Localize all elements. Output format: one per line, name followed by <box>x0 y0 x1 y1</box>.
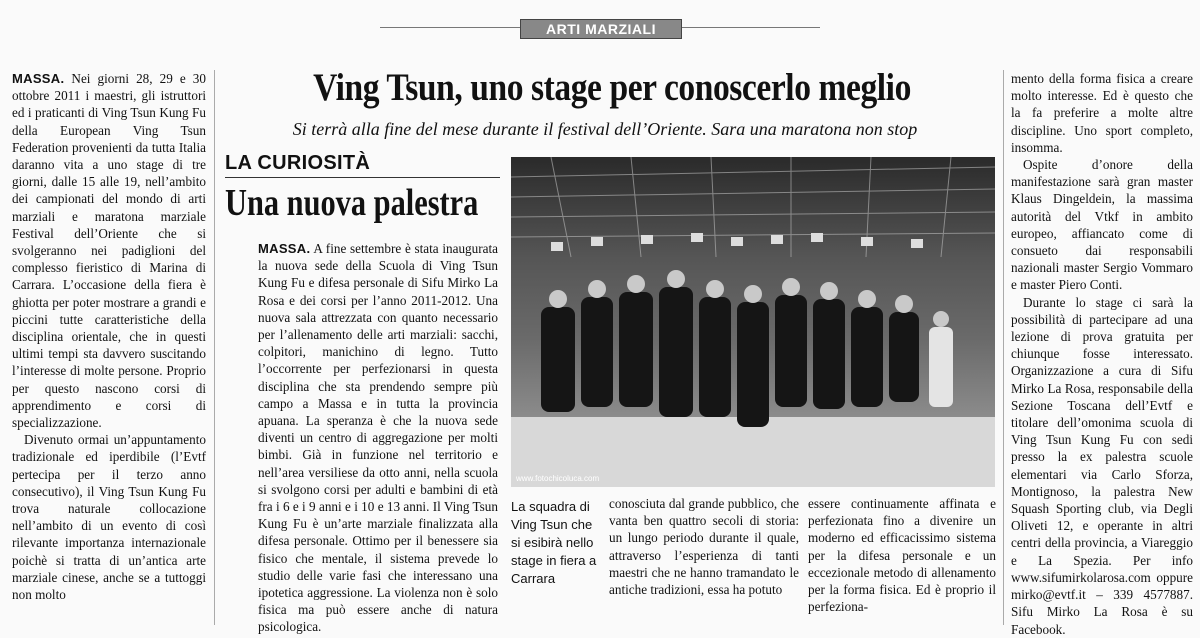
column-divider <box>214 70 215 625</box>
team-photo <box>511 157 995 487</box>
team-photo-illustration <box>511 157 995 487</box>
paragraph-text: Nei giorni 28, 29 e 30 ottobre 2011 i maestri, gli istruttori ed i praticanti di Ving Tsun Kung Fu della European Ving Tsun Federation provenienti da tutta Italia daranno vita a uno stage di tre giorni, dalle 15 alle 19, nell’ambito dei campionati del mondo di arti marziali e maratona marziale Festival dell’Oriente che si svolgeranno nei padiglioni del complesso fieristico di Marina di Carrara. L’occasione della fiera è ghiotta per poter mostrare a grandi e piccini tutte caratteristiche della disciplina orientale, che in questi ultimi tempi sta davvero suscitando l’interesse di molte persone. Proprio per questo nascono corsi di apprendimento e corsi di specializzazione. <box>12 71 206 431</box>
box-kicker: LA CURIOSITÀ <box>225 152 371 174</box>
subheadline: Si terrà alla fine del mese durante il festival dell’Oriente. Sara una maratona non stop <box>292 119 918 139</box>
kicker-rule <box>225 177 500 178</box>
photo-credit: www.fotochicoluca.com <box>516 474 600 483</box>
paragraph-text: A fine settembre è stata inaugurata la nuova sede della Scuola di Ving Tsun Kung Fu e difesa personale di Sifu Mirko La Rosa e dei corsi per l’anno 2011-2012. Una nuova sala attrezzata con quanto necessario per l’allenamento delle arti marziali: sacchi, colpitori, manichino di legno. Tutto l’occorrente per perfezionarsi in questa disciplina che sta prendendo sempre più campo a Massa e in tutta la provincia apuana. La speranza è che la nuova sede diventi un centro di aggregazione per molti bimbi. Già in funzione nel territorio e nell’area versiliese da otto anni, nella scuola si svolgono corsi per adulti e bambini di età fra i 6 e i 9 anni e i 10 e 13 anni. Il Ving Tsun Kung Fu è un’arte marziale finalizzata alla difesa personale. Ottimo per il benessere sia fisico che mentale, il sistema prevede lo studio delle varie fasi che interessano una ipotetica aggressione. La violenza non è solo fisica ma può essere anche di natura psicologica. <box>258 241 498 635</box>
paragraph: essere continuamente affinata e perfezionata fino a divenire un moderno ed efficacissimo sistema per la difesa personale e un eccezionale metodo di allenamento per la forma fisica. Ed è proprio il perfeziona- <box>808 496 996 615</box>
article-column-5 <box>1011 70 1193 638</box>
photo-caption: La squadra di Ving Tsun che si esibirà nello stage in fiera a Carrara <box>511 499 597 586</box>
article-column-3 <box>609 495 799 598</box>
dateline: MASSA. <box>258 241 311 256</box>
column-divider <box>1003 70 1004 625</box>
section-rubric: ARTI MARZIALI <box>520 19 682 39</box>
paragraph: Durante lo stage ci sarà la possibilità di partecipare ad una lezione di prova gratuita per chiunque fosse interessato. Organizzazione a cura di Sifu Mirko La Rosa, responsabile della Sezione Toscana dell’Evtf e titolare dell’omonima scuola di Ving Tsun Kung Fu con sedi presso la ex palestra scuole elementari via Carlo Sforza, Montignoso, la palestra New Squash Sporting club, via Degli Oliveti 12, e operante in altri centri della provincia, a Viareggio e La Spezia. Per info www.sifumirkolarosa.com oppure mirko@evtf.it – 339 4577887. Sifu Mirko La Rosa è su Facebook. <box>1011 294 1193 637</box>
article-column-4 <box>808 495 996 615</box>
headline: Ving Tsun, uno stage per conoscerlo meglio <box>313 66 911 109</box>
box-article <box>258 240 498 636</box>
paragraph: mento della forma fisica a creare molto interesse. Ed è questo che la fa preferire a molte altre discipline. Uno sport completo, insomma. <box>1011 71 1193 155</box>
article-column-1 <box>12 70 206 603</box>
paragraph: Ospite d’onore della manifestazione sarà gran master Klaus Dingeldein, la massima autorità del Vtkf in ambito europeo, affiancato come di consueto dai responsabili nazionali master Sergio Vommaro e master Piero Conti. <box>1011 157 1193 293</box>
paragraph <box>12 70 206 431</box>
dateline: MASSA. <box>12 71 65 86</box>
paragraph <box>258 240 498 636</box>
box-title: Una nuova palestra <box>225 182 479 224</box>
paragraph: conosciuta dal grande pubblico, che vanta ben quattro secoli di storia: un lungo periodo durante il quale, attraverso l’esperienza di tanti maestri che ne hanno tramandato le antiche tradizioni, essa ha potuto <box>609 496 799 598</box>
paragraph: Divenuto ormai un’appuntamento tradizionale ed iperdibile (l’Evtf pertecipa per il terzo anno consecutivo), il Ving Tsun Kung Fu trova naturale collocazione nell’ambito di un evento di così rilevante importanza internazionale poichè si tratta di un’antica arte marziale cinese, anche se a tuttoggi non molto <box>12 432 206 603</box>
